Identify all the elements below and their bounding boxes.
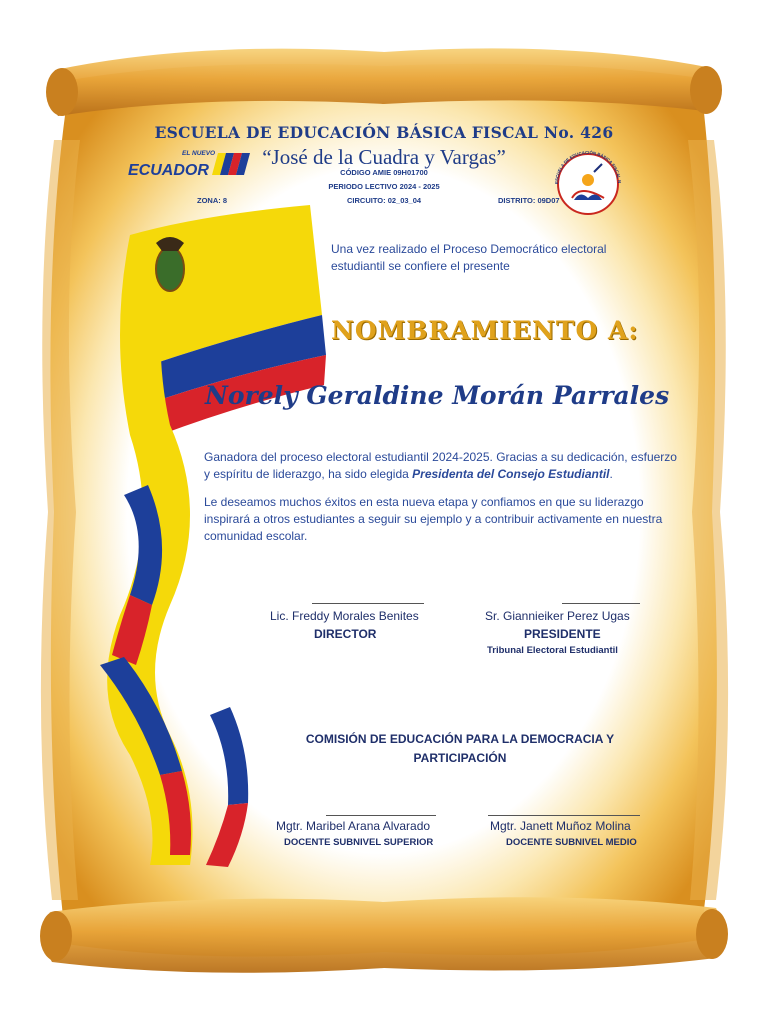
periodo-lectivo: PERIODO LECTIVO 2024 - 2025 (328, 182, 440, 191)
signature-role-medio: DOCENTE SUBNIVEL MEDIO (506, 837, 637, 848)
school-quote: “José de la Cuadra y Vargas” (262, 145, 506, 169)
signature-name-president: Sr. Giannieiker Perez Ugas (485, 609, 630, 623)
signature-role-director: DIRECTOR (314, 627, 377, 641)
certificate-title: NOMBRAMIENTO A: (331, 316, 639, 345)
commission-heading: COMISIÓN DE EDUCACIÓN PARA LA DEMOCRACIA Y PARTICIPACIÓN (305, 732, 615, 765)
signature-line-superior (326, 815, 436, 816)
intro-text: Una vez realizado el Proceso Democrático electoral estudiantil se confiere el presente (331, 242, 607, 273)
recipient-name: Norely Geraldine Morán Parrales (205, 381, 670, 410)
wishes-paragraph: Le deseamos muchos éxitos en esta nueva etapa y confiamos en que su liderazgo inspirará a otros estudiantes a seguir su ejemplo y a contribuir activamente en nuestra comunidad escolar. (204, 495, 663, 543)
zona-label: ZONA: 8 (197, 196, 227, 205)
award-text-end: . (609, 467, 613, 481)
gov-logo-line2: ECUADOR (128, 162, 209, 179)
school-name: ESCUELA DE EDUCACIÓN BÁSICA FISCAL No. 426 (154, 123, 614, 142)
award-text-start: Ganadora del proceso electoral estudiantil 2024-2025. Gracias a su dedicación, esfuerzo y espíritu de liderazgo, ha sido elegida (204, 450, 677, 481)
signature-line-director (312, 603, 424, 604)
distrito-label: DISTRITO: 09D07 (498, 196, 560, 205)
signature-role-superior: DOCENTE SUBNIVEL SUPERIOR (284, 837, 434, 848)
award-paragraph (204, 449, 684, 483)
codigo-amie: CÓDIGO AMIE 09H01700 (340, 168, 428, 177)
signature-name-medio: Mgtr. Janett Muñoz Molina (490, 819, 631, 833)
signature-name-director: Lic. Freddy Morales Benites (270, 609, 419, 623)
award-role-emphasis: Presidenta del Consejo Estudiantil (412, 467, 610, 481)
signature-role-president: PRESIDENTE (524, 627, 601, 641)
signature-line-president (562, 603, 640, 604)
signature-name-superior: Mgtr. Maribel Arana Alvarado (276, 819, 431, 833)
circuito-label: CIRCUITO: 02_03_04 (347, 196, 422, 205)
signature-sub-president: Tribunal Electoral Estudiantil (487, 645, 618, 656)
school-logo-ring-text: ESCUELA DE EDUCACIÓN BÁSICA FISCAL N (553, 149, 623, 185)
signature-line-medio (488, 815, 640, 816)
gov-logo-line1: EL NUEVO (182, 150, 216, 157)
